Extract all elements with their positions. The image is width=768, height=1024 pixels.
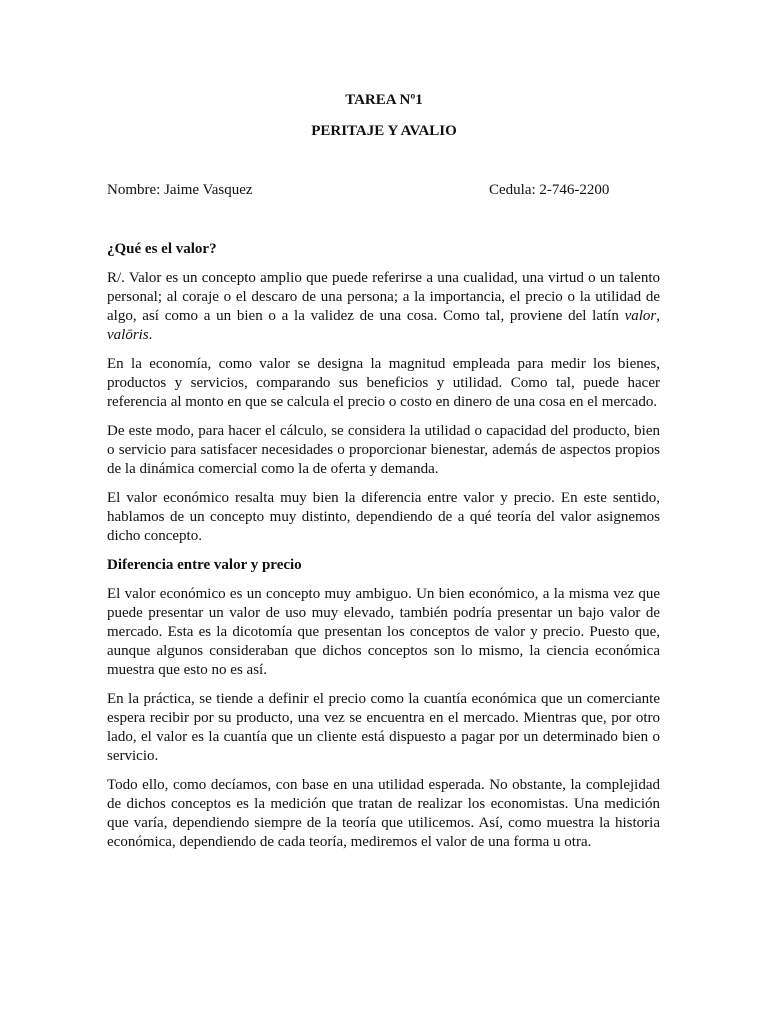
student-name: Nombre: Jaime Vasquez — [107, 182, 253, 198]
student-id: Cedula: 2-746-2200 — [489, 182, 610, 198]
paragraph-text: R/. Valor es un concepto amplio que puede referirse a una cualidad, una virtud o un talento personal; al coraje o el descaro de una persona; a la importancia, el precio o la utilidad de algo, así como a un bien o a la validez de una cosa. Como tal, proviene del latín — [107, 270, 660, 324]
separator: , — [656, 308, 660, 324]
paragraph: En la práctica, se tiende a definir el precio como la cuantía económica que un comerciante espera recibir por su producto, una vez se encuentra en el mercado. Mientras que, por otro lado, el valor es la cuantía que un cliente está dispuesto a pagar por un determinado bien o servicio. — [107, 691, 660, 764]
latin-term: valōris — [107, 327, 149, 343]
paragraph: En la economía, como valor se designa la magnitud empleada para medir los bienes, productos y servicios, comparando sus beneficios y utilidad. Como tal, puede hacer referencia al monto en que se calcula el precio o costo en dinero de una cosa en el mercado. — [107, 356, 660, 410]
paragraph: Todo ello, como decíamos, con base en una utilidad esperada. No obstante, la complejidad de dichos conceptos es la medición que tratan de realizar los economistas. Una medición que varía, dependiendo siempre de la teoría que utilicemos. Así, como muestra la historia económica, dependiendo de cada teoría, mediremos el valor de una forma u otra. — [107, 777, 660, 850]
paragraph: De este modo, para hacer el cálculo, se considera la utilidad o capacidad del producto, bien o servicio para satisfacer necesidades o proporcionar bienestar, además de aspectos propios de la dinámica comercial como la de oferta y demanda. — [107, 423, 660, 477]
latin-term: valor — [624, 308, 657, 324]
section-heading-value: ¿Qué es el valor? — [107, 241, 217, 257]
document-title: TAREA Nº1 — [345, 92, 423, 108]
section-heading-difference: Diferencia entre valor y precio — [107, 557, 302, 573]
paragraph: El valor económico resalta muy bien la diferencia entre valor y precio. En este sentido, hablamos de un concepto muy distinto, dependiendo de a qué teoría del valor asignemos dicho concepto. — [107, 490, 660, 544]
paragraph — [107, 269, 660, 345]
paragraph: El valor económico es un concepto muy ambiguo. Un bien económico, a la misma vez que puede presentar un valor de uso muy elevado, también podría presentar un bajo valor de mercado. Esta es la dicotomía que presentan los conceptos de valor y precio. Puesto que, aunque algunos consideraban que dichos conceptos son lo mismo, la ciencia económica muestra que esto no es así. — [107, 586, 660, 678]
document-subtitle: PERITAJE Y AVALIO — [311, 123, 457, 139]
document-body — [107, 240, 660, 862]
period: . — [148, 327, 153, 343]
